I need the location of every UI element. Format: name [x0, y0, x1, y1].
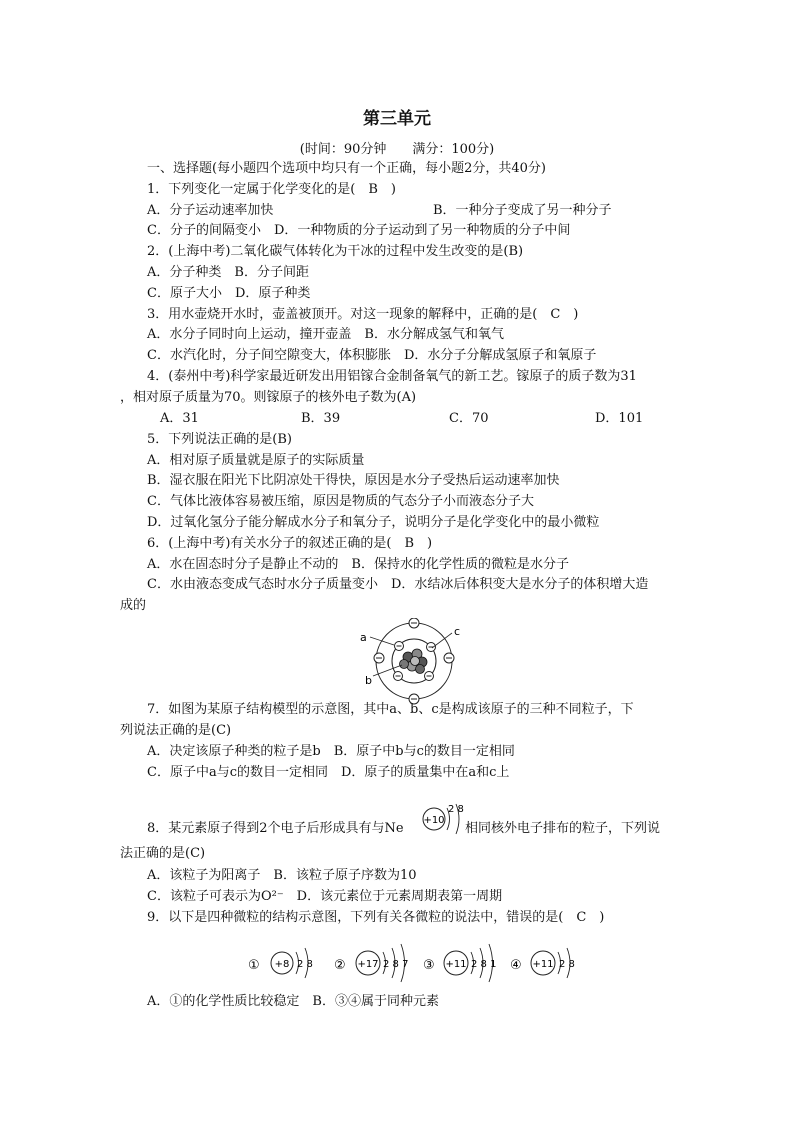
q1-option-a: A．分子运动速率加快	[147, 203, 274, 218]
nucleus-icon	[400, 649, 428, 674]
q8-stem-line1b: 相同核外电子排布的粒子，下列说	[465, 821, 661, 836]
structure-1-shells: 2 8	[297, 959, 313, 970]
q6-options-cd-line2: 成的	[120, 598, 147, 613]
q4-option-c: C．70	[449, 411, 489, 426]
q3-stem: 3．用水壶烧开水时，壶盖被顶开。对这一现象的解释中，正确的是( C )	[147, 307, 579, 322]
q2-options-cd: C．原子大小 D．原子种类	[147, 286, 311, 301]
atom-model-figure	[352, 618, 472, 708]
label-a: a	[360, 631, 367, 644]
structure-2-shells: 2 8 7	[383, 959, 409, 970]
q7-options-ab: A．决定该原子种类的粒子是b B．原子中b与c的数目一定相同	[147, 744, 515, 759]
q8-options-ab: A．该粒子为阳离子 B．该粒子原子序数为10	[147, 868, 417, 883]
q4-stem-line2: ，相对原子质量为70。则镓原子的核外电子数为(A)	[120, 390, 417, 405]
q9-options-ab: A．①的化学性质比较稳定 B．③④属于同种元素	[147, 994, 439, 1009]
q8-stem-line1a: 8．某元素原子得到2个电子后形成具有与Ne	[147, 821, 404, 836]
q9-stem: 9．以下是四种微粒的结构示意图，下列有关各微粒的说法中，错误的是( C )	[147, 910, 605, 925]
structure-1-nucleus: +8	[274, 959, 290, 970]
q7-stem-line2: 列说法正确的是(C)	[120, 723, 232, 738]
structure-2-nucleus: +17	[357, 959, 379, 970]
label-b: b	[365, 674, 372, 687]
structure-3-label: ③	[423, 958, 435, 973]
structure-1-label: ①	[248, 958, 260, 973]
structure-2	[334, 944, 408, 982]
q5-option-c: C．气体比液体容易被压缩，原因是物质的气态分子小而液态分子大	[147, 494, 534, 509]
structure-3-nucleus: +11	[445, 959, 467, 970]
q6-stem: 6．(上海中考)有关水分子的叙述正确的是( B )	[147, 536, 433, 551]
page-title: 第三单元	[363, 109, 431, 129]
particle-structures-figure	[248, 935, 588, 985]
q8-options-cd: C．该粒子可表示为O²⁻ D．该元素位于元素周期表第一周期	[147, 889, 503, 904]
structure-1	[248, 948, 313, 978]
structure-3-shells: 2 8 1	[471, 959, 497, 970]
q5-option-b: B．湿衣服在阳光下比阴凉处干得快，原因是水分子受热后运动速率加快	[147, 473, 560, 488]
q1-stem: 1．下列变化一定属于化学变化的是( B )	[147, 182, 396, 197]
structure-2-label: ②	[334, 958, 346, 973]
q1-options-cd: C．分子的间隔变小 D．一种物质的分子运动到了另一种物质的分子中间	[147, 223, 571, 238]
section-heading: 一、选择题(每小题四个选项中均只有一个正确，每小题2分，共40分)	[147, 161, 546, 176]
structure-4	[510, 948, 575, 978]
q7-options-cd: C．原子中a与c的数目一定相同 D．原子的质量集中在a和c上	[147, 765, 510, 780]
q4-stem-line1: 4．(泰州中考)科学家最近研发出用铝镓合金制备氧气的新工艺。镓原子的质子数为31	[147, 369, 637, 384]
q8-stem-line2: 法正确的是(C)	[120, 846, 206, 861]
q5-option-d: D．过氧化氢分子能分解成水分子和氧分子，说明分子是化学变化中的最小微粒	[147, 515, 600, 530]
q7-stem-line1: 7．如图为某原子结构模型的示意图，其中a、b、c是构成该原子的三种不同粒子，下	[147, 702, 634, 717]
structure-4-nucleus: +11	[532, 959, 554, 970]
label-c: c	[454, 625, 461, 638]
ne-shell-label: 2 8	[448, 804, 464, 815]
q2-options-ab: A．分子种类 B．分子间距	[147, 265, 309, 280]
q4-option-a: A．31	[160, 411, 199, 426]
structure-4-shells: 2 8	[559, 959, 575, 970]
q3-options-ab: A．水分子同时向上运动，撞开壶盖 B．水分解成氢气和氧气	[147, 327, 504, 342]
q5-option-a: A．相对原子质量就是原子的实际质量	[147, 453, 365, 468]
exam-info: (时间：90分钟 满分：100分)	[299, 142, 495, 157]
q6-options-ab: A．水在固态时分子是静止不动的 B．保持水的化学性质的微粒是水分子	[147, 557, 569, 572]
structure-4-label: ④	[510, 958, 522, 973]
q5-stem: 5．下列说法正确的是(B)	[147, 432, 292, 447]
ne-nucleus-label: +10	[423, 815, 445, 826]
structure-3	[423, 944, 496, 982]
q4-option-d: D．101	[595, 411, 644, 426]
q4-option-b: B．39	[301, 411, 341, 426]
q3-options-cd: C．水汽化时，分子间空隙变大，体积膨胀 D．水分子分解成氢原子和氧原子	[147, 348, 597, 363]
q1-option-b: B．一种分子变成了另一种分子	[433, 203, 612, 218]
q6-options-cd-line1: C．水由液态变成气态时水分子质量变小 D．水结冰后体积变大是水分子的体积增大造	[147, 577, 649, 592]
q2-stem: 2．(上海中考)二氧化碳气体转化为干冰的过程中发生改变的是(B)	[147, 244, 524, 259]
ne-structure-diagram	[420, 798, 468, 840]
